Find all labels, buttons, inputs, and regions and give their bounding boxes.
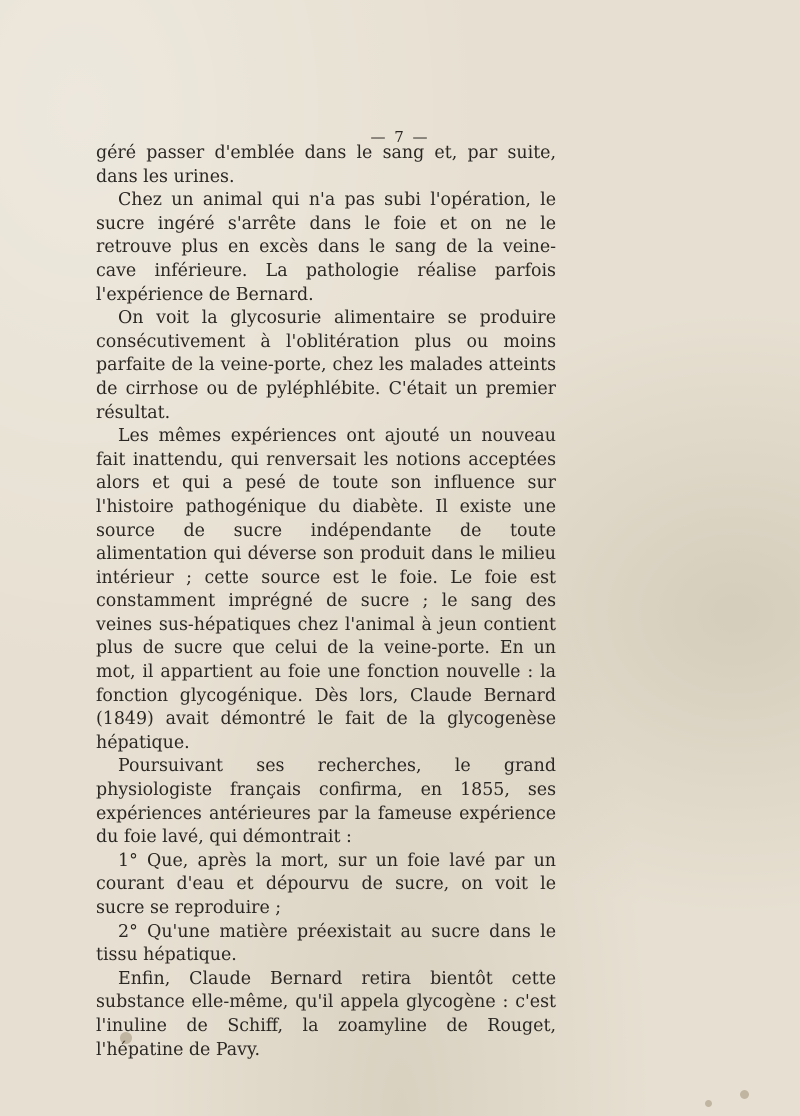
paragraph: Enfin, Claude Bernard retira bientôt cette substance elle-même, qu'il appela glycogène : c'est l'inuline de Schiff, la zoamyline de Rouget, l'hépatine de Pavy. xyxy=(96,968,556,1060)
paragraph: géré passer d'emblée dans le sang et, par suite, dans les urines. xyxy=(96,143,556,187)
paragraph: Chez un animal qui n'a pas subi l'opération, le sucre ingéré s'arrête dans le foie et on ne le retrouve plus en excès dans le sang de la veine-cave inférieure. La pathologie réalise parfois l'expérience de Bernard. xyxy=(96,190,556,305)
paragraph: 2° Qu'une matière préexistait au sucre dans le tissu hépatique. xyxy=(96,921,556,966)
foxing-spot xyxy=(705,1100,712,1107)
paragraph: 1° Que, après la mort, sur un foie lavé par un courant d'eau et dépourvu de sucre, on voit le sucre se reproduire ; xyxy=(96,850,556,918)
page-body xyxy=(96,142,556,1062)
foxing-spot xyxy=(740,1090,749,1099)
paragraph: Les mêmes expériences ont ajouté un nouveau fait inattendu, qui renversait les notions acceptées alors et qui a pesé de toute son influence sur l'histoire pathogénique du diabète. Il existe une source de sucre indépendante de toute alimentation qui déverse son produit dans le milieu intérieur ; cette source est le foie. Le foie est constamment imprégné de sucre ; le sang des veines sus-hépatiques chez l'animal à jeun contient plus de sucre que celui de la veine-porte. En un mot, il appartient au foie une fonction nouvelle : la fonction glycogénique. Dès lors, Claude Bernard (1849) avait démontré le fait de la glycogenèse hépatique. xyxy=(96,426,556,753)
paragraph: On voit la glycosurie alimentaire se produire consécutivement à l'oblitération plus ou moins parfaite de la veine-porte, chez les malades atteints de cirrhose ou de pyléphlébite. C'était un premier résultat. xyxy=(96,308,556,423)
paragraph: Poursuivant ses recherches, le grand physiologiste français confirma, en 1855, ses expériences antérieures par la fameuse expérience du foie lavé, qui démontrait : xyxy=(96,756,556,848)
foxing-spot xyxy=(120,1032,132,1044)
page-number: — 7 — xyxy=(370,128,430,146)
